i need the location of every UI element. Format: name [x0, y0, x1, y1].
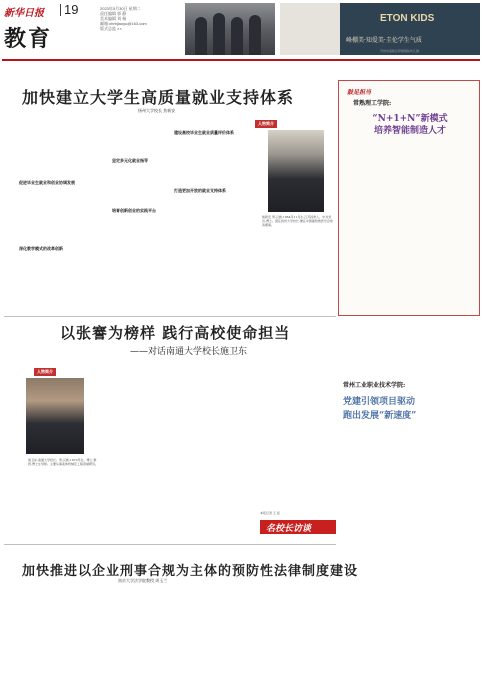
article-1-column	[166, 114, 240, 304]
ad-image	[280, 3, 340, 55]
article-1-subhead: 深化教学模式的改革创新	[19, 246, 63, 251]
article-1-headline: 加快建立大学生高质量就业支持体系	[22, 88, 295, 107]
person-photo	[268, 130, 324, 212]
article-1-column	[14, 114, 84, 304]
sidebar-tag: 鼓足担当	[347, 89, 372, 96]
sidebar-title: “N+1+N”新模式	[372, 114, 448, 124]
masthead-divider	[60, 4, 61, 16]
article-3-title: 党建引领项目驱动	[343, 397, 416, 407]
article-1-subhead: 打造更加开放的就业支持体系	[174, 188, 226, 193]
article-4-byline: 南京大学法学院教授 周玉兰	[118, 578, 168, 583]
article-3-title: 跑出发展“新速度”	[343, 411, 417, 421]
sidebar-title: 培养智能制造人才	[373, 126, 446, 136]
article-4-column	[174, 586, 250, 676]
article-1-column	[246, 258, 334, 308]
ad-logo-text: ETON KIDS	[380, 13, 435, 24]
divider	[4, 316, 336, 317]
info-line: 责任编辑 郭 静	[100, 11, 127, 16]
person-photo	[26, 378, 84, 454]
divider	[4, 544, 336, 545]
sidebar-text	[345, 141, 475, 311]
article-1-subhead: 培育创新创业的实践平台	[112, 208, 156, 213]
section-title: 教育	[4, 26, 53, 52]
article-1-subhead: 坚定多元化就业指导	[112, 158, 148, 163]
person-caption: 施卫东,南通大学校长。男,汉族,1970年生。博士,教授,博士生导师。主要从事流体机械及工程领域研究。	[28, 458, 98, 466]
info-line: 2023年5月30日 星期二	[100, 6, 141, 11]
paper-name: 新华日报	[4, 8, 44, 19]
article-2-subheadline: ——对话南通大学校长施卫东	[130, 347, 248, 357]
person-tag: 人物简介	[255, 120, 277, 128]
article-2-headline: 以张謇为榜样 践行高校使命担当	[60, 324, 291, 342]
person-caption: 焦新安 男,汉族,1964年11月生,江苏扬州人。中共党员,博士。现任扬州大学校长,兼任中国畜牧兽医学会常务理事。	[262, 215, 333, 227]
masthead-info	[100, 6, 180, 31]
masthead	[0, 0, 482, 58]
info-line: 版式总监 ××	[100, 26, 122, 31]
interview-badge	[260, 520, 336, 534]
article-1-byline: 扬州大学校长 焦新安	[138, 108, 176, 113]
masthead-rule	[2, 59, 480, 61]
sidebar-box	[338, 80, 480, 316]
info-line: 邮箱:xhrbjiaoyu@163.com	[100, 21, 147, 26]
article-4-headline: 加快推进以企业刑事合规为主体的预防性法律制度建设	[22, 564, 359, 579]
ad-slogan: 峰棚美·知爱美·圭伦学生气质	[346, 37, 422, 44]
article-2-column	[180, 370, 254, 540]
article-3-school: 常州工业职业技术学院:	[343, 382, 406, 389]
page-number: 19	[64, 2, 79, 17]
ad-banner	[340, 3, 480, 55]
article-4-column	[254, 586, 336, 676]
article-4-column	[94, 586, 170, 676]
reporter-credit: 本报记者 王 拓	[260, 511, 280, 515]
header-photo	[185, 3, 275, 55]
person-tag: 人物简介	[34, 368, 56, 376]
article-2-column	[102, 370, 176, 540]
article-4-column	[14, 586, 90, 676]
article-1-subhead: 建设高校毕业生就业质量评价体系	[174, 130, 234, 135]
badge-label: 名校长访谈	[266, 524, 312, 534]
sidebar-school: 常熟理工学院:	[353, 100, 392, 107]
article-1-subhead: 促进毕业生就业和创业协调发展	[19, 180, 75, 185]
article-2-column	[258, 370, 336, 510]
ad-subtext: 苏州市高新区伊顿国际幼儿园	[380, 49, 420, 53]
info-line: 美术编辑 刘 杨	[100, 16, 127, 21]
article-3-text	[343, 426, 480, 676]
